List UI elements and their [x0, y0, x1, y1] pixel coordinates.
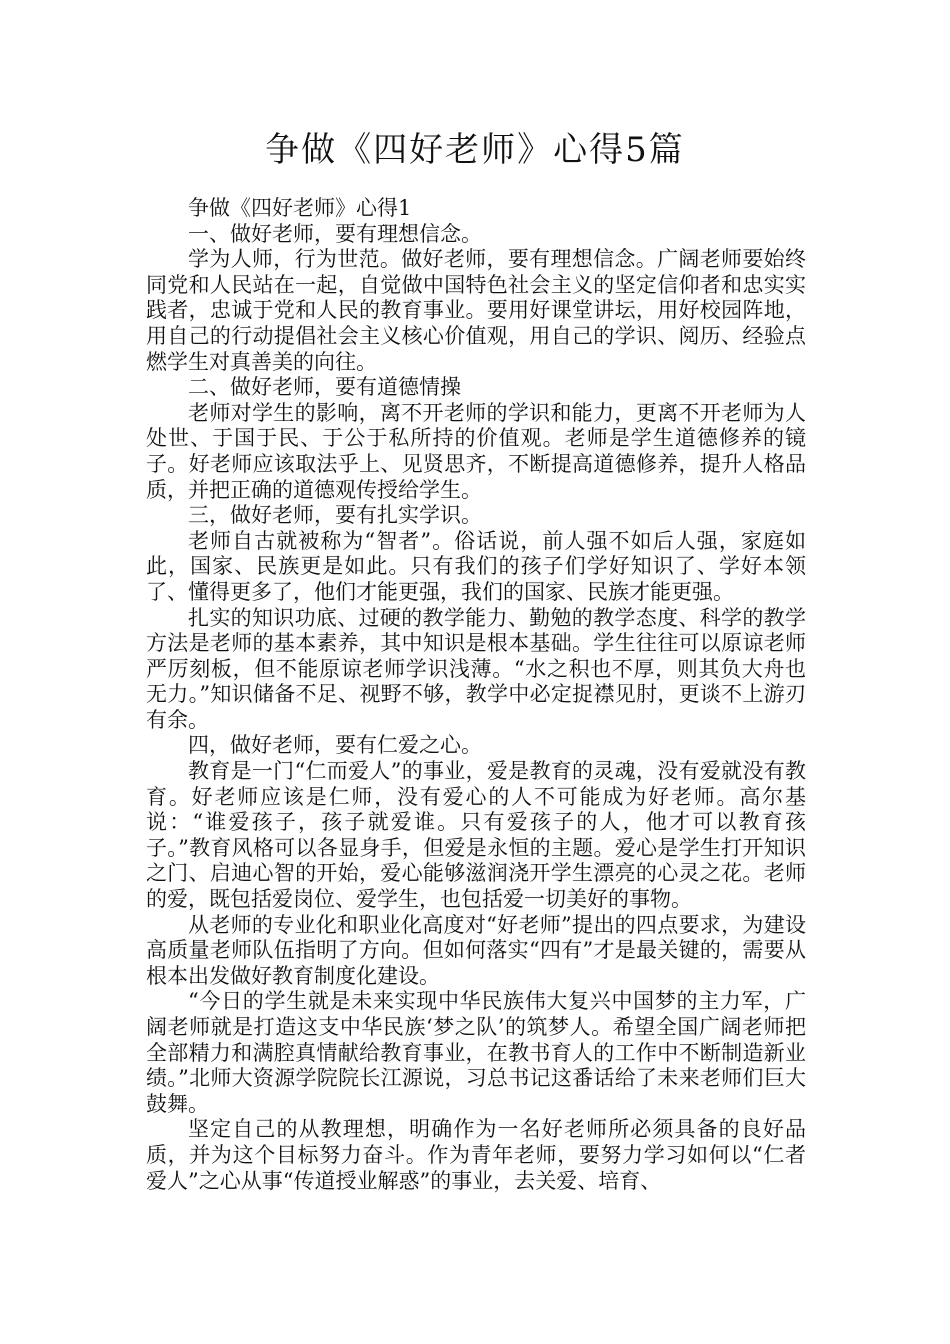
- section-heading: 四，做好老师，要有仁爱之心。: [188, 733, 482, 758]
- section-heading: 三，做好老师，要有扎实学识。: [188, 503, 482, 528]
- body-paragraph: 老师对学生的影响，离不开老师的学识和能力，更离不开老师为人处世、于国于民、于公于私所持的价值观。老师是学生道德修养的镜子。好老师应该取法乎上、见贤思齐，不断提高道德修养，提升人格品质，并把正确的道德观传授给学生。: [146, 400, 806, 502]
- section-heading: 一、做好老师，要有理想信念。: [188, 221, 482, 246]
- body-paragraph: 扎实的知识功底、过硬的教学能力、勤勉的教学态度、科学的教学方法是老师的基本素养，其中知识是根本基础。学生往往可以原谅老师严厉刻板，但不能原谅老师学识浅薄。“水之积也不厚，则其负大舟也无力。”知识储备不足、视野不够，教学中必定捉襟见肘，更谈不上游刃有余。: [146, 605, 806, 732]
- document-title: 争做《四好老师》心得5篇: [265, 130, 685, 170]
- body-paragraph: 从老师的专业化和职业化高度对“好老师”提出的四点要求，为建设高质量老师队伍指明了方向。但如何落实“四有”才是最关键的，需要从根本出发做好教育制度化建设。: [146, 912, 806, 988]
- document-body: [146, 196, 806, 1194]
- body-paragraph: 学为人师，行为世范。做好老师，要有理想信念。广阔老师要始终同党和人民站在一起，自觉做中国特色社会主义的坚定信仰者和忠实实践者，忠诚于党和人民的教育事业。要用好课堂讲坛，用好校园阵地，用自己的行动提倡社会主义核心价值观，用自己的学识、阅历、经验点燃学生对真善美的向往。: [146, 247, 806, 374]
- body-paragraph: 坚定自己的从教理想，明确作为一名好老师所必须具备的良好品质，并为这个目标努力奋斗。作为青年老师，要努力学习如何以“仁者爱人”之心从事“传道授业解惑”的事业，去关爱、培育、: [146, 1117, 806, 1193]
- subtitle-paragraph: 争做《四好老师》心得1: [188, 196, 412, 220]
- body-paragraph: 教育是一门“仁而爱人”的事业，爱是教育的灵魂，没有爱就没有教育。好老师应该是仁师，没有爱心的人不可能成为好老师。高尔基说：“谁爱孩子，孩子就爱谁。只有爱孩子的人，他才可以教育孩子。”教育风格可以各显身手，但爱是永恒的主题。爱心是学生打开知识之门、启迪心智的开始，爱心能够滋润浇开学生漂亮的心灵之花。老师的爱，既包括爱岗位、爱学生，也包括爱一切美好的事物。: [146, 759, 806, 912]
- section-heading: 二、做好老师，要有道德情操: [188, 375, 461, 400]
- body-paragraph: 老师自古就被称为“智者”。俗话说，前人强不如后人强，家庭如此，国家、民族更是如此。只有我们的孩子们学好知识了、学好本领了、懂得更多了，他们才能更强，我们的国家、民族才能更强。: [146, 528, 806, 604]
- body-paragraph: “今日的学生就是未来实现中华民族伟大复兴中国梦的主力军，广阔老师就是打造这支中华民族‘梦之队’的筑梦人。希望全国广阔老师把全部精力和满腔真情献给教育事业，在教书育人的工作中不断制造新业绩。”北师大资源学院院长江源说，习总书记这番话给了未来老师们巨大鼓舞。: [146, 989, 806, 1116]
